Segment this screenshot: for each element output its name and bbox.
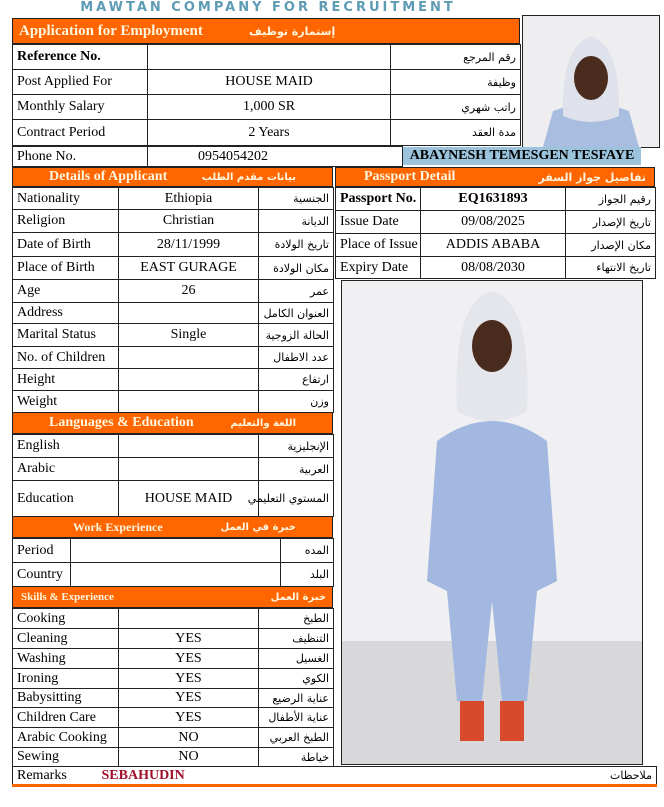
work-header xyxy=(12,516,333,538)
details-value xyxy=(119,369,259,391)
remarks-label: Remarks xyxy=(13,767,98,786)
details-ar: الجنسية xyxy=(259,188,334,210)
work-row xyxy=(13,539,334,563)
passport-value: ADDIS ABABA xyxy=(421,234,566,257)
application-ar: وظيفة xyxy=(391,70,521,95)
details-table xyxy=(12,187,334,413)
application-table xyxy=(12,44,521,146)
application-header xyxy=(12,18,520,44)
skills-value: YES xyxy=(119,649,259,669)
application-value: HOUSE MAID xyxy=(148,70,391,95)
application-row xyxy=(13,95,521,120)
skills-row xyxy=(13,669,334,689)
applicant-portrait-photo xyxy=(522,15,660,148)
passport-ar: تاريخ الانتهاء xyxy=(566,257,656,279)
languages-value xyxy=(119,458,259,481)
skills-value: YES xyxy=(119,689,259,708)
details-ar: تاريخ الولادة xyxy=(259,233,334,257)
skills-value: YES xyxy=(119,708,259,728)
application-ar: رقم المرجع xyxy=(391,45,521,70)
details-ar: مكان الولادة xyxy=(259,257,334,280)
languages-row xyxy=(13,458,334,481)
details-row xyxy=(13,303,334,324)
languages-ar: الإنجليزية xyxy=(259,435,334,458)
details-header xyxy=(12,167,333,187)
details-label: Age xyxy=(13,280,119,303)
application-value: 1,000 SR xyxy=(148,95,391,120)
languages-title-ar: اللغة والتعليم xyxy=(230,417,296,429)
work-value xyxy=(71,539,281,563)
details-label: No. of Children xyxy=(13,347,119,369)
passport-value: 09/08/2025 xyxy=(421,211,566,234)
skills-ar: الغسيل xyxy=(259,649,334,669)
passport-ar: تاريخ الإصدار xyxy=(566,211,656,234)
skills-title: Skills & Experience xyxy=(21,591,114,603)
work-title: Work Experience xyxy=(73,519,163,534)
skills-ar: عناية الأطفال xyxy=(259,708,334,728)
details-value: 28/11/1999 xyxy=(119,233,259,257)
details-ar: وزن xyxy=(259,391,334,413)
skills-label: Children Care xyxy=(13,708,119,728)
applicant-full-body-photo xyxy=(341,280,643,765)
skills-row xyxy=(13,748,334,767)
details-label: Religion xyxy=(13,210,119,233)
skills-ar: خياطة xyxy=(259,748,334,767)
details-row xyxy=(13,280,334,303)
passport-row xyxy=(336,188,656,211)
skills-label: Cooking xyxy=(13,609,119,629)
languages-row xyxy=(13,481,334,517)
details-title-ar: بيانات مقدم الطلب xyxy=(201,171,296,183)
languages-table xyxy=(12,434,334,517)
details-row xyxy=(13,369,334,391)
phone-value: 0954054202 xyxy=(148,147,403,167)
remarks-table xyxy=(12,766,657,787)
application-row xyxy=(13,45,521,70)
skills-ar: الطبخ xyxy=(259,609,334,629)
passport-row xyxy=(336,211,656,234)
details-label: Weight xyxy=(13,391,119,413)
application-title-ar: إستمارة توظيف xyxy=(249,24,336,38)
details-value xyxy=(119,391,259,413)
skills-table xyxy=(12,608,334,767)
details-value: Ethiopia xyxy=(119,188,259,210)
details-value: Christian xyxy=(119,210,259,233)
details-value: Single xyxy=(119,324,259,347)
passport-row xyxy=(336,257,656,279)
passport-title-ar: تفاصيل جواز السفر xyxy=(538,170,646,184)
phone-label: Phone No. xyxy=(13,147,148,167)
skills-label: Ironing xyxy=(13,669,119,689)
details-row xyxy=(13,347,334,369)
skills-label: Babysitting xyxy=(13,689,119,708)
passport-label: Issue Date xyxy=(336,211,421,234)
details-label: Place of Birth xyxy=(13,257,119,280)
skills-label: Cleaning xyxy=(13,629,119,649)
skills-ar: عناية الرضيع xyxy=(259,689,334,708)
skills-row xyxy=(13,649,334,669)
skills-label: Arabic Cooking xyxy=(13,728,119,748)
languages-value xyxy=(119,435,259,458)
details-value: EAST GURAGE xyxy=(119,257,259,280)
remarks-label-ar: ملاحظات xyxy=(498,767,657,786)
languages-row xyxy=(13,435,334,458)
passport-value: 08/08/2030 xyxy=(421,257,566,279)
passport-label: Passport No. xyxy=(336,188,421,211)
company-name: MAWTAN COMPANY FOR RECRUITMENT xyxy=(80,0,456,15)
skills-ar: التنظيف xyxy=(259,629,334,649)
details-row xyxy=(13,210,334,233)
skills-label: Washing xyxy=(13,649,119,669)
languages-title: Languages & Education xyxy=(49,415,194,430)
skills-row xyxy=(13,728,334,748)
applicant-full-name: ABAYNESH TEMESGEN TESFAYE xyxy=(403,147,641,165)
details-label: Height xyxy=(13,369,119,391)
languages-label: English xyxy=(13,435,119,458)
passport-table xyxy=(335,187,656,279)
application-value: 2 Years xyxy=(148,120,391,146)
details-ar: ارتفاع xyxy=(259,369,334,391)
skills-value: YES xyxy=(119,629,259,649)
application-label: Reference No. xyxy=(13,45,148,70)
passport-label: Expiry Date xyxy=(336,257,421,279)
details-value xyxy=(119,347,259,369)
skills-label: Sewing xyxy=(13,748,119,767)
details-row xyxy=(13,324,334,347)
languages-header xyxy=(12,412,333,434)
passport-ar: رقيم الجواز xyxy=(566,188,656,211)
application-label: Contract Period xyxy=(13,120,148,146)
details-ar: الحالة الزوجية xyxy=(259,324,334,347)
details-row xyxy=(13,391,334,413)
skills-ar: الكوي xyxy=(259,669,334,689)
details-label: Marital Status xyxy=(13,324,119,347)
passport-row xyxy=(336,234,656,257)
details-row xyxy=(13,257,334,280)
remarks-value: SEBAHUDIN xyxy=(98,767,498,786)
application-title: Application for Employment xyxy=(19,22,203,39)
work-value xyxy=(71,563,281,587)
details-label: Nationality xyxy=(13,188,119,210)
skills-value xyxy=(119,609,259,629)
skills-title-ar: خبرة العمل xyxy=(270,591,326,603)
details-label: Address xyxy=(13,303,119,324)
details-value xyxy=(119,303,259,324)
details-label: Date of Birth xyxy=(13,233,119,257)
passport-value: EQ1631893 xyxy=(421,188,566,211)
passport-ar: مكان الإصدار xyxy=(566,234,656,257)
languages-ar: المستوي التعليمي xyxy=(259,481,334,517)
passport-header xyxy=(335,167,655,187)
languages-label: Arabic xyxy=(13,458,119,481)
work-ar: المده xyxy=(281,539,334,563)
passport-label: Place of Issue xyxy=(336,234,421,257)
skills-value: NO xyxy=(119,748,259,767)
details-value: 26 xyxy=(119,280,259,303)
application-row xyxy=(13,70,521,95)
details-ar: عمر xyxy=(259,280,334,303)
phone-table xyxy=(12,146,403,167)
application-ar: مدة العقد xyxy=(391,120,521,146)
details-ar: الديانة xyxy=(259,210,334,233)
work-ar: البلد xyxy=(281,563,334,587)
application-value xyxy=(148,45,391,70)
skills-value: NO xyxy=(119,728,259,748)
work-label: Country xyxy=(13,563,71,587)
skills-row xyxy=(13,629,334,649)
skills-row xyxy=(13,708,334,728)
details-row xyxy=(13,188,334,210)
languages-value: HOUSE MAID xyxy=(119,481,259,517)
skills-row xyxy=(13,689,334,708)
skills-value: YES xyxy=(119,669,259,689)
work-table xyxy=(12,538,334,587)
details-title: Details of Applicant xyxy=(49,169,168,184)
application-label: Post Applied For xyxy=(13,70,148,95)
passport-title: Passport Detail xyxy=(364,169,456,184)
details-ar: عدد الاطفال xyxy=(259,347,334,369)
skills-row xyxy=(13,609,334,629)
skills-ar: الطبخ العربي xyxy=(259,728,334,748)
application-label: Monthly Salary xyxy=(13,95,148,120)
application-row xyxy=(13,120,521,146)
work-title-ar: خبرة في العمل xyxy=(220,521,296,533)
work-label: Period xyxy=(13,539,71,563)
skills-header xyxy=(12,586,333,608)
details-ar: العنوان الكامل xyxy=(259,303,334,324)
work-row xyxy=(13,563,334,587)
languages-ar: العربية xyxy=(259,458,334,481)
details-row xyxy=(13,233,334,257)
languages-label: Education xyxy=(13,481,119,517)
application-ar: راتب شهري xyxy=(391,95,521,120)
